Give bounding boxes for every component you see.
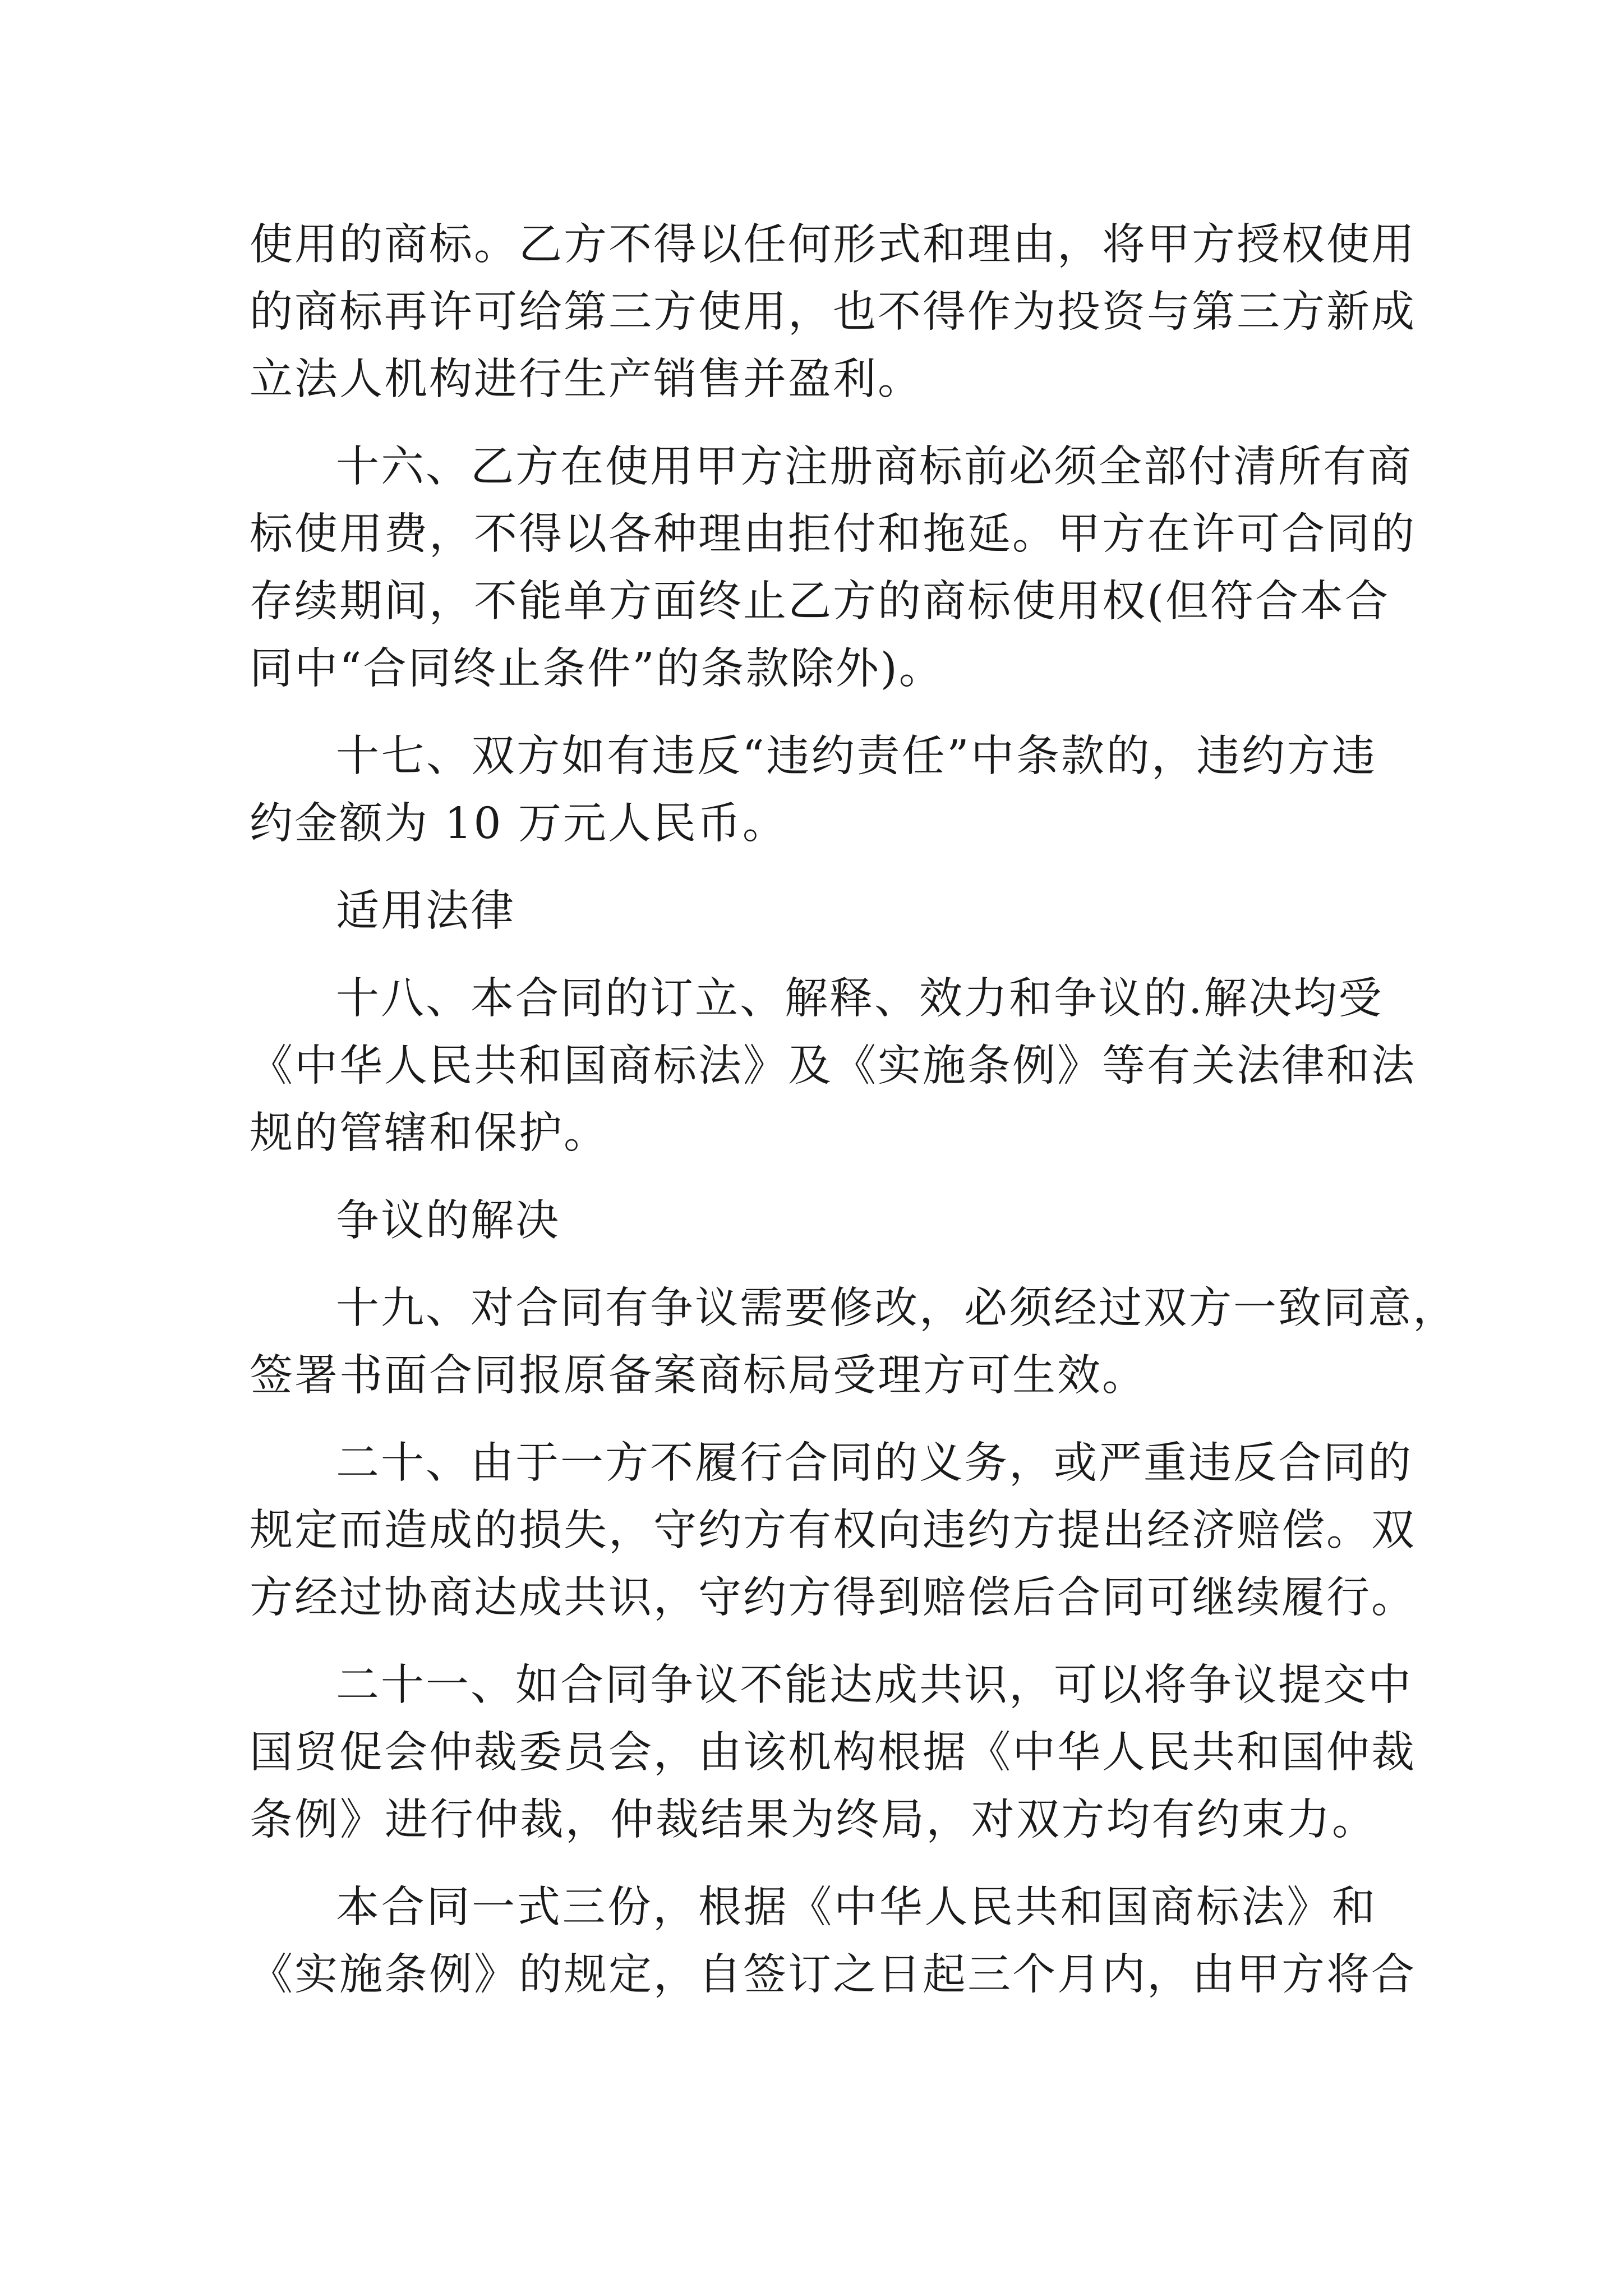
text-line: 约金额为 10 万元人民币。 xyxy=(250,799,787,849)
text-line: 《中华人民共和国商标法》及《实施条例》等有关法律和法 xyxy=(250,1041,1416,1091)
clause-16-start: 十六、乙方在使用甲方注册商标前必须全部付清所有商 xyxy=(336,442,1413,492)
text-line: 国贸促会仲裁委员会，由该机构根据《中华人民共和国仲裁 xyxy=(250,1728,1416,1778)
text-line: 立法人机构进行生产销售并盈利。 xyxy=(250,355,923,404)
document-body xyxy=(250,211,1458,2009)
text-line: 规定而造成的损失，守约方有权向违约方提出经济赔偿。双 xyxy=(250,1506,1416,1556)
clause-19-start: 十九、对合同有争议需要修改，必须经过双方一致同意， xyxy=(336,1283,1458,1333)
closing-paragraph-start: 本合同一式三份，根据《中华人民共和国商标法》和 xyxy=(336,1883,1377,1932)
text-line: 条例》进行仲裁，仲裁结果为终局，对双方均有约束力。 xyxy=(250,1795,1377,1845)
clause-21-start: 二十一、如合同争议不能达成共识，可以将争议提交中 xyxy=(336,1660,1413,1710)
text-line: 的商标再许可给第三方使用，也不得作为投资与第三方新成 xyxy=(250,287,1416,337)
text-line: 规的管辖和保护。 xyxy=(250,1108,608,1158)
section-heading-applicable-law: 适用法律 xyxy=(336,886,515,936)
clause-18-start: 十八、本合同的订立、解释、效力和争议的.解决均受 xyxy=(336,974,1384,1024)
text-line: 使用的商标。乙方不得以任何形式和理由，将甲方授权使用 xyxy=(250,220,1416,270)
text-line: 同中“合同终止条件”的条款除外)。 xyxy=(250,644,944,694)
text-line: 标使用费，不得以各种理由拒付和拖延。甲方在许可合同的 xyxy=(250,509,1416,559)
text-line: 签署书面合同报原备案商标局受理方可生效。 xyxy=(250,1351,1147,1401)
text-line: 存续期间，不能单方面终止乙方的商标使用权(但符合本合 xyxy=(250,577,1390,627)
text-line: 《实施条例》的规定，自签订之日起三个月内，由甲方将合 xyxy=(250,1950,1416,2000)
clause-17-start: 十七、双方如有违反“违约责任”中条款的，违约方违 xyxy=(336,731,1377,781)
text-line: 方经过协商达成共识，守约方得到赔偿后合同可继续履行。 xyxy=(250,1573,1416,1623)
clause-20-start: 二十、由于一方不履行合同的义务，或严重违反合同的 xyxy=(336,1438,1413,1488)
section-heading-dispute-resolution: 争议的解决 xyxy=(336,1196,560,1246)
